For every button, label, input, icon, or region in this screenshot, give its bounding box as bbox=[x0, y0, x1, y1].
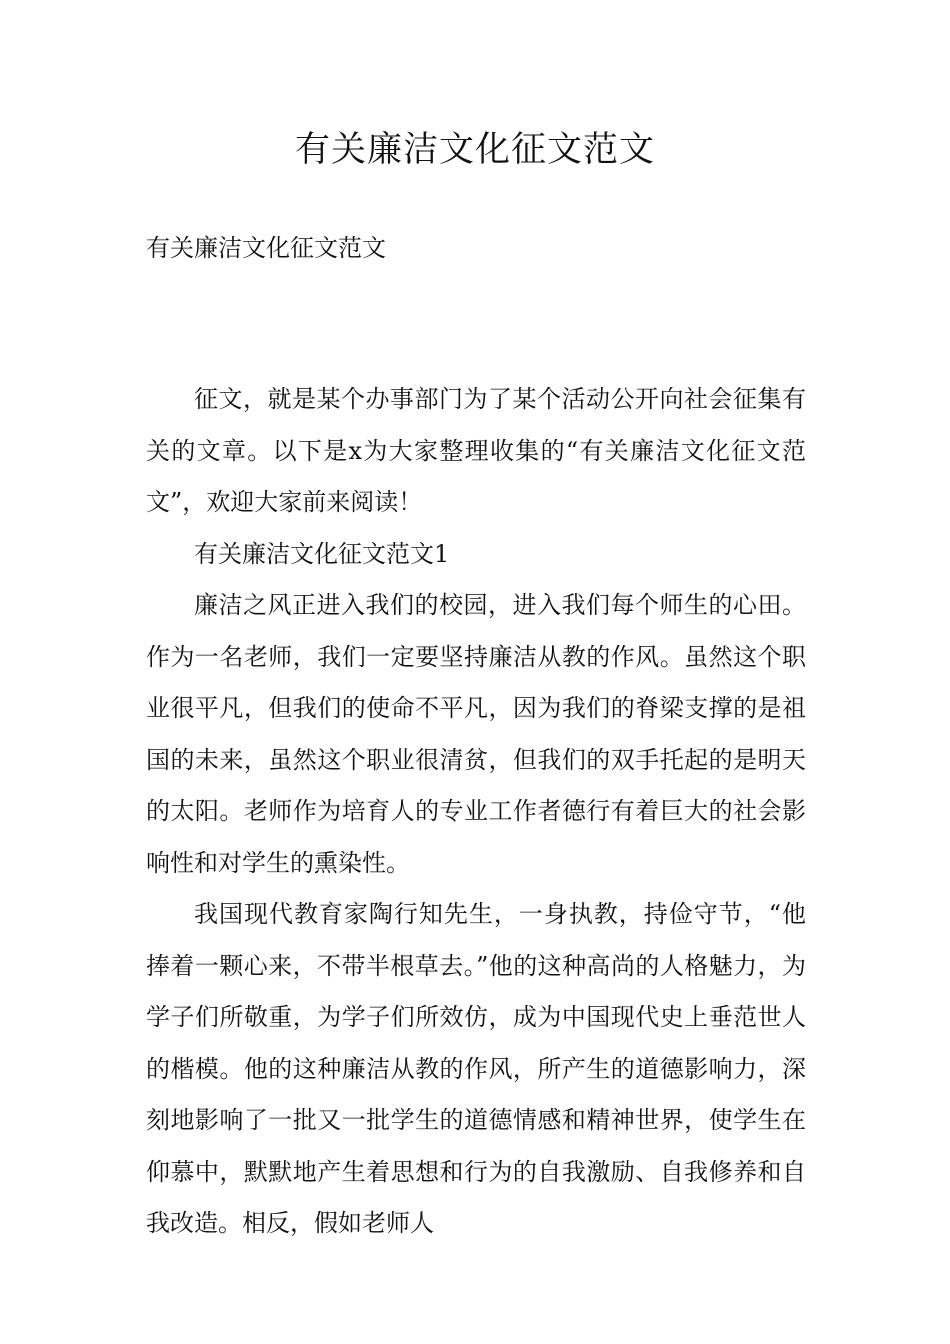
paragraph-body: 我国现代教育家陶行知先生，一身执教，持俭守节，“他捧着一颗心来，不带半根草去。”他的这种高尚的人格魅力，为学子们所敬重，为学子们所效仿，成为中国现代史上垂范世人的楷模。他的这种廉洁从教的作风，所产生的道德影响力，深刻地影响了一批又一批学生的道德情感和精神世界，使学生在仰慕中，默默地产生着思想和行为的自我激励、自我修养和自我改造。相反，假如老师人 bbox=[146, 900, 806, 1237]
document-title: 有关廉洁文化征文范文 bbox=[294, 130, 655, 170]
section-heading: 有关廉洁文化征文范文1 bbox=[194, 539, 450, 568]
document-body bbox=[146, 374, 806, 1250]
document-subtitle: 有关廉洁文化征文范文 bbox=[146, 234, 386, 262]
paragraph-body: 廉洁之风正进入我们的校园，进入我们每个师生的心田。作为一名老师，我们一定要坚持廉洁从教的作风。虽然这个职业很平凡，但我们的使命不平凡，因为我们的脊梁支撑的是祖国的未来，虽然这个职业很清贫，但我们的双手托起的是明天的太阳。老师作为培育人的专业工作者德行有着巨大的社会影响性和对学生的熏染性。 bbox=[146, 591, 806, 877]
paragraph-intro: 征文，就是某个办事部门为了某个活动公开向社会征集有关的文章。以下是x为大家整理收集的“有关廉洁文化征文范文”，欢迎大家前来阅读！ bbox=[146, 385, 806, 516]
